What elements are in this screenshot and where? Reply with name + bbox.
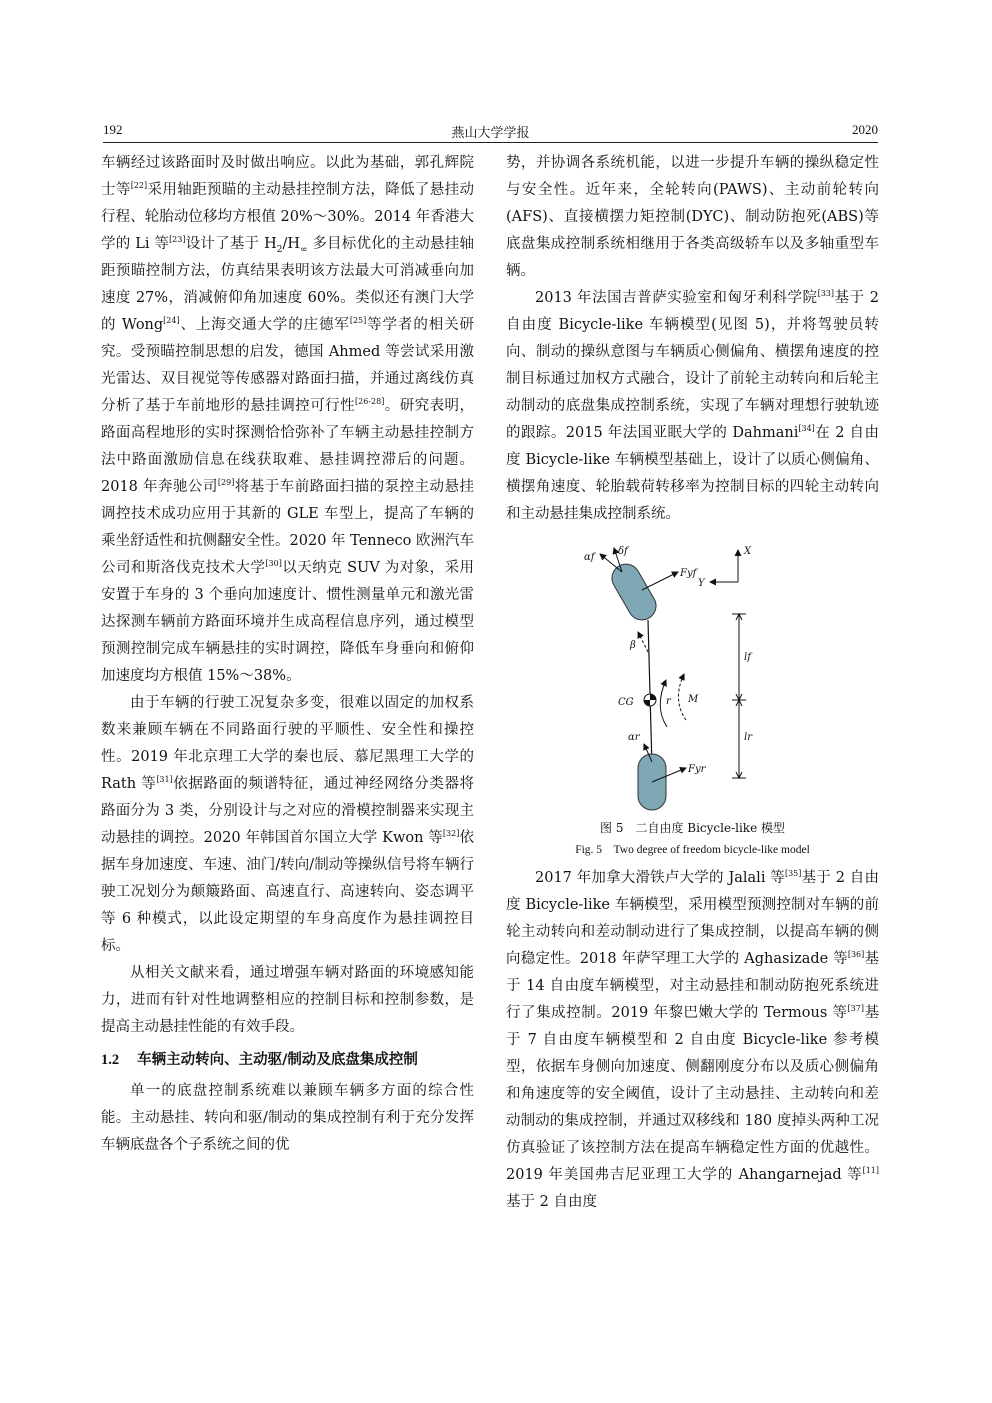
publication-year: 2020 <box>852 122 878 137</box>
figure-caption-cn: 图 5 二自由度 Bicycle-like 模型 <box>600 821 785 835</box>
right-column <box>506 150 879 1216</box>
figure-bicycle-model <box>506 542 879 817</box>
front-wheel <box>607 559 661 625</box>
page-number: 192 <box>103 122 123 137</box>
label-r: r <box>666 696 671 707</box>
label-alpha-r: αr <box>628 732 640 743</box>
fyf-arrow <box>642 572 678 590</box>
paragraph-chassis-systems: 势，并协调各系统机能，以进一步提升车辆的操纵稳定性与安全性。近年来，全轮转向(PAWS)、主动前轮转向(AFS)、直接横摆力矩控制(DYC)、制动防抱死(ABS)等底盘集成控制系统相继用于各类高级轿车以及多轴重型车辆。 <box>506 155 879 279</box>
left-column <box>101 150 474 1159</box>
beta-arrow <box>638 632 648 652</box>
paragraph-integrated-control: 单一的底盘控制系统难以兼顾车辆多方面的综合性能。主动悬挂、转向和驱/制动的集成控制有利于充分发挥车辆底盘各个子系统之间的优 <box>101 1083 474 1153</box>
moment-arrow <box>678 674 686 720</box>
paragraph-preview-control: 车辆经过该路面时及时做出响应。以此为基础，郭孔辉院士等[22]采用轴距预瞄的主动悬挂控制方法，降低了悬挂动行程、轮胎动位移均方根值 20%～30%。2014 年香港大学的 Li 等[23]设计了基于 $H_2/H_\infty$ 多目标优化的主动悬挂轴距预瞄控制方法，仿真结果表明该方法最大可消减垂向加速度 27%，消减俯仰角加速度 60%。类似还有澳门大学的 Wong[24]、上海交通大学的庄德军[25]等学者的相关研究。受预瞄控制思想的启发，德国 Ahmed 等尝试采用激光雷达、双目视觉等传感器对路面扫描，并通过离线仿真分析了基于车前地形的悬挂调控可行性[26-28]。研究表明，路面高程地形的实时探测恰恰弥补了车辆主动悬挂控制方法中路面激励信息在线获取难、悬挂调控滞后的问题。2018 年奔驰公司[29]将基于车前路面扫描的泵控主动悬挂调控技术成功应用于其新的 GLE 车型上，提高了车辆的乘坐舒适性和抗侧翻安全性。2020 年 Tenneco 欧洲汽车公司和斯洛伐克技术大学[30]以天纳克 SUV 为对象，采用安置于车身的 3 个垂向加速度计、惯性测量单元和激光雷达探测车辆前方路面环境并生成高程信息序列，通过模型预测控制完成车辆悬挂的实时调控，降低车身垂向和俯仰加速度均方根值 15%～38%。 <box>101 155 475 684</box>
paragraph-driving-conditions: 由于车辆的行驶工况复杂多变，很难以固定的加权系数来兼顾车辆在不同路面行驶的平顺性、安全性和操控性。2019 年北京理工大学的秦也辰、慕尼黑理工大学的 Rath 等[31]依据路面的频谱特征，通过神经网络分类器将路面分为 3 类，分别设计与之对应的滑模控制器来实现主动悬挂的调控。2020 年韩国首尔国立大学 Kwon 等[32]依据车身加速度、车速、油门/转向/制动等操纵信号将车辆行驶工况划分为颠簸路面、高速直行、高速转向、姿态调平等 6 种模式，以此设定期望的车身高度作为悬挂调控目标。 <box>101 695 475 954</box>
figure-caption-en: Fig. 5 Two degree of freedom bicycle-like model <box>575 844 810 856</box>
paragraph-waterloo: 2017 年加拿大滑铁卢大学的 Jalali 等[35]基于 2 自由度 Bicycle-like 车辆模型，采用模型预测控制对车辆的前轮主动转向和差动制动进行了集成控制，以提高车辆的侧向稳定性。2018 年萨罕理工大学的 Aghasizade 等[36]基于 14 自由度车辆模型，对主动悬挂和制动防抱死系统进行了集成控制。2019 年黎巴嫩大学的 Termous 等[37]基于 7 自由度车辆模型和 2 自由度 Bicycle-like 参考模型，依据车身侧向加速度、侧翻刚度分布以及质心侧偏角和角速度等的安全阈值，设计了主动悬挂、主动转向和差动制动的集成控制，并通过双移线和 180 度掉头两种工况仿真验证了该控制方法在提高车辆稳定性方面的优越性。2019 年美国弗吉尼亚理工大学的 Ahangarnejad 等[11]基于 2 自由度 <box>506 869 880 1210</box>
paragraph-gipsa-lab: 2013 年法国吉普萨实验室和匈牙利科学院[33]基于 2 自由度 Bicycle-like 车辆模型(见图 5)，并将驾驶员转向、制动的操纵意图与车辆质心侧偏角、横摆角速度的控制目标通过加权方式融合，设计了前轮主动转向和后轮主动制动的底盘集成控制系统，实现了车辆对理想行驶轨迹的跟踪。2015 年法国亚眠大学的 Dahmani[34]在 2 自由度 Bicycle-like 车辆模型基础上，设计了以质心侧偏角、横摆角速度、轮胎载荷转移率为控制目标的四轮主动转向和主动悬挂集成控制系统。 <box>506 289 879 522</box>
label-alpha-f: αf <box>584 552 595 563</box>
section-number: 1.2 <box>101 1052 120 1068</box>
label-m: M <box>688 694 699 705</box>
label-x: X <box>744 546 752 557</box>
label-cg: CG <box>618 697 634 708</box>
section-title: 车辆主动转向、主动驱/制动及底盘集成控制 <box>137 1052 418 1068</box>
label-lr: lr <box>744 732 752 743</box>
journal-name: 燕山大学学报 <box>451 125 530 140</box>
label-fyf: Fyf <box>680 568 697 579</box>
bicycle-model-diagram <box>582 542 812 812</box>
label-fyr: Fyr <box>688 764 706 775</box>
section-heading <box>101 1047 474 1074</box>
label-lf: lf <box>744 652 751 663</box>
label-delta-f: δf <box>618 546 628 557</box>
page-header <box>103 118 878 144</box>
label-beta: β <box>630 640 636 651</box>
header-rule <box>103 142 878 143</box>
label-y: Y <box>698 578 705 589</box>
paragraph-summary: 从相关文献来看，通过增强车辆对路面的环境感知能力，进而有针对性地调整相应的控制目标和控制参数，是提高主动悬挂性能的有效手段。 <box>101 965 474 1035</box>
